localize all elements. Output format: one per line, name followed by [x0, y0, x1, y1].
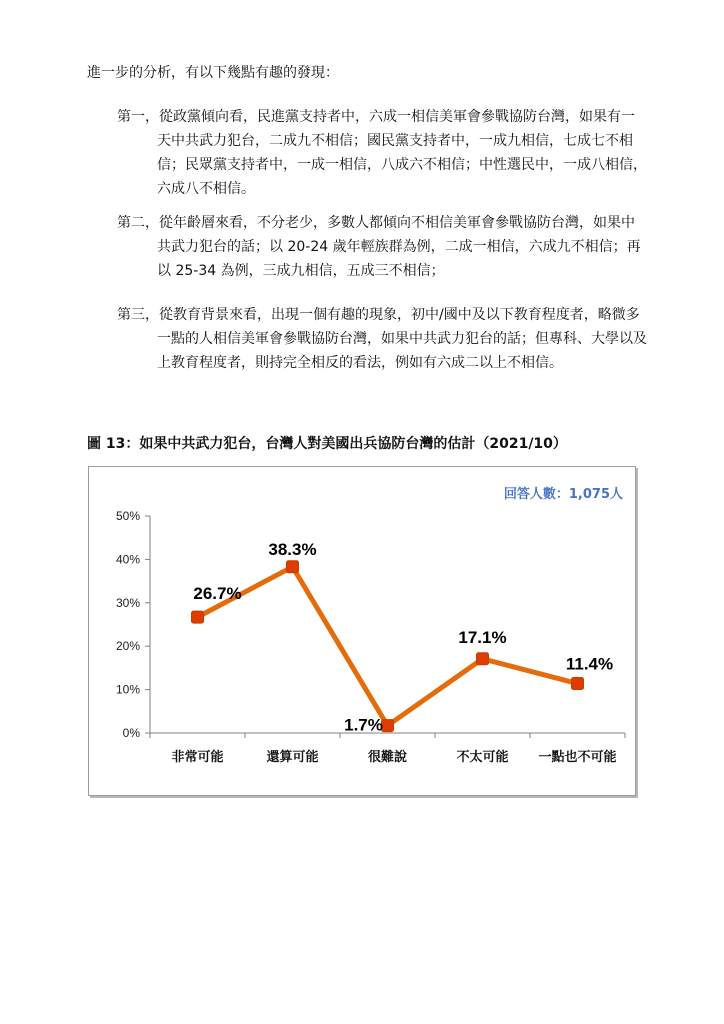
x-category-label: 非常可能 [171, 750, 224, 765]
data-label: 11.4% [565, 654, 614, 674]
x-category-label: 很難說 [367, 750, 408, 765]
y-tick-label: 50% [115, 509, 140, 523]
finding-2 [117, 211, 647, 283]
figure-title: 圖 13：如果中共武力犯台，台灣人對美國出兵協防台灣的估計（2021/10） [87, 436, 567, 452]
finding-1-text: 從政黨傾向看，民進黨支持者中，六成一相信美軍會參戰協防台灣，如果有一天中共武力犯台，二成九不相信；國民黨支持者中，一成九相信，七成七不相信；民眾黨支持者中，一成一相信，八成六不相信；中性選民中，一成八相信，六成八不相信。 [157, 109, 647, 197]
data-point-marker [287, 561, 299, 573]
data-label: 38.3% [268, 539, 317, 559]
respondent-count: 回答人數：1,075人 [503, 487, 623, 502]
intro-text: 進一步的分析，有以下幾點有趣的發現： [87, 65, 339, 81]
y-tick-label: 20% [115, 639, 140, 654]
data-point-marker [192, 611, 204, 623]
y-tick-label: 30% [115, 595, 140, 610]
x-category-label: 不太可能 [456, 750, 509, 765]
data-label: 26.7% [193, 584, 242, 604]
data-point-marker [477, 653, 489, 665]
data-point-marker [572, 678, 584, 690]
y-tick-label: 0% [122, 726, 140, 740]
data-label: 1.7% [344, 715, 383, 735]
finding-3-text: 從教育背景來看，出現一個有趣的現象，初中/國中及以下教育程度者，略微多一點的人相信美軍會參戰協防台灣，如果中共武力犯台的話；但專科、大學以及上教育程度者，則持完全相反的看法，例如有六成二以上不相信。 [157, 307, 647, 371]
data-label: 17.1% [458, 627, 507, 647]
x-category-label: 還算可能 [266, 750, 319, 765]
finding-3-lead: 第三， [117, 307, 159, 323]
finding-2-text: 從年齡層來看，不分老少，多數人都傾向不相信美軍會參戰協防台灣，如果中共武力犯台的話；以 20-24 歲年輕族群為例，二成一相信，六成九不相信；再以 25-34 為例，三成九相信，五成三不相信； [157, 215, 641, 279]
chart-frame [88, 466, 636, 796]
y-tick-label: 10% [115, 682, 140, 697]
finding-1-lead: 第一， [117, 109, 159, 125]
finding-3 [117, 303, 647, 375]
data-point-marker [382, 720, 394, 732]
line-chart [89, 467, 635, 795]
x-category-label: 一點也不可能 [538, 750, 617, 765]
finding-2-lead: 第二， [117, 215, 159, 231]
finding-1 [117, 105, 647, 201]
series-line [198, 567, 578, 726]
y-tick-label: 40% [115, 552, 140, 567]
